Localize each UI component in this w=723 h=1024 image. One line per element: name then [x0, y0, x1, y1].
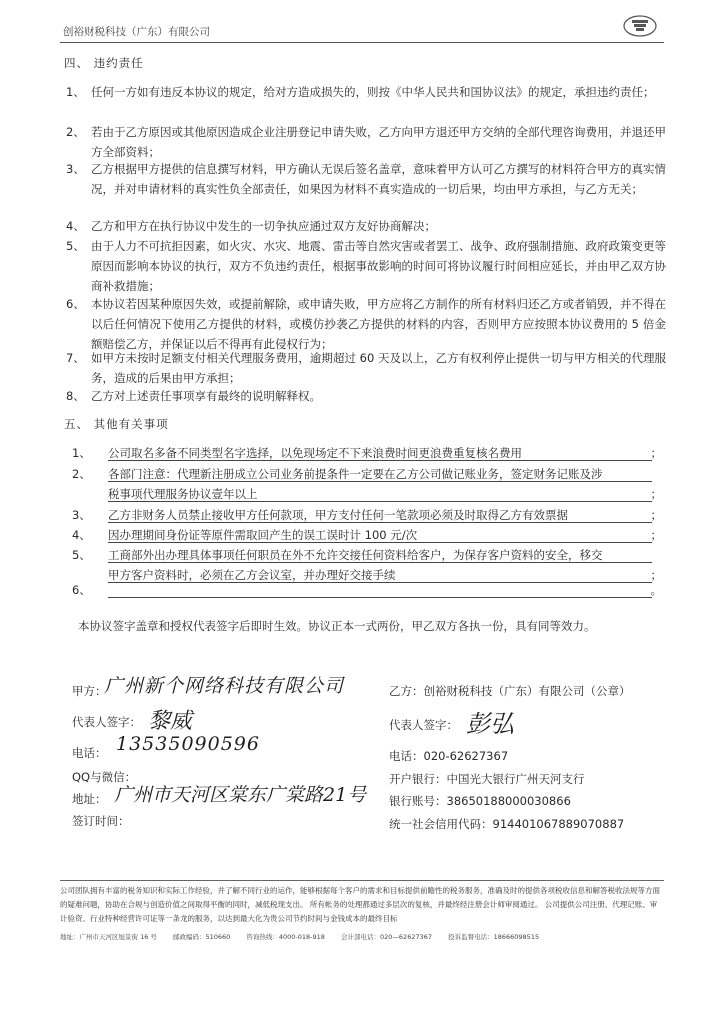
matter-5-6 [72, 580, 662, 600]
clause-number: 6、 [66, 297, 85, 311]
effect-note: 本协议签字盖章和授权代表签字后即时生效。协议正本一式两份，甲乙双方各执一份，具有同等效力。 [78, 619, 596, 633]
matter-5-3 [72, 505, 662, 525]
clause-text: 乙方和甲方在执行协议中发生的一切争执应通过双方友好协商解决； [91, 219, 436, 233]
party-a-address-label: 地址： [72, 792, 107, 806]
clause-text: 若由于乙方原因或其他原因造成企业注册登记申请失败，乙方向甲方退还甲方交纳的全部代理咨询费用，并退还甲方全部资料； [91, 125, 666, 159]
matter-number: 4、 [72, 528, 91, 542]
party-b-credit-code: 统一社会信用代码：914401067889070887 [389, 817, 625, 831]
party-a-rep-signature: 黎威 [148, 709, 193, 734]
matter-text-line2: 甲方客户资料时，必须在乙方会议室，并办理好交接手续 [108, 568, 396, 582]
matter-number: 3、 [72, 508, 91, 522]
clause-4-5 [66, 236, 666, 296]
party-b-bank: 开户银行：中国光大银行广州天河支行 [389, 772, 585, 786]
clause-number: 8、 [66, 389, 85, 403]
matter-text: 各部门注意：代理新注册成立公司业务前提条件一定要在乙方公司做记账业务，签定财务记账及涉 [108, 467, 603, 481]
footer-postcode: 邮政编码：510660 [172, 933, 231, 941]
party-a-phone: 13535090596 [116, 733, 260, 755]
party-a-phone-label: 电话： [72, 746, 107, 760]
company-logo-icon [622, 14, 658, 38]
matter-text: 工商部外出办理具体事项任何职员在外不允许交接任何资料给客户，为保存客户资料的安全，移交 [108, 548, 603, 562]
party-a-address: 广州市天河区棠东广棠路21号 [114, 784, 367, 806]
clause-4-4 [66, 216, 666, 236]
matter-end: ； [650, 568, 662, 582]
matter-5-1 [72, 443, 662, 463]
footer-company-intro: 公司团队拥有丰富的税务知识和实际工作经验，并了解不同行业的运作，能够根据每个客户的需求和目标提供前瞻性的税务服务，准确及时的提供各项税收信息和解答税收法规等方面的疑难问题，协助在合规与创造价值之间取得平衡的同时，减低税现支出。 所有帐务的处理都通过多层次的复核，并最终经注册会计师审阅通过。 公司提供公司注册、代理记账、审计验资、行业特种经营许可证等一条龙的服务，以达到最大化为贵公司节约时间与金钱成本的最终目标 [60, 886, 660, 923]
clause-4-8 [66, 386, 666, 406]
clause-number: 3、 [66, 162, 85, 176]
matter-text-line2: 税事项代理服务协议壹年以上 [108, 487, 258, 501]
clause-4-6 [66, 294, 666, 354]
clause-text: 乙方根据甲方提供的信息撰写材料，甲方确认无误后签名盖章，意味着甲方认可乙方撰写的材料符合甲方的真实情况，并对申请材料的真实性负全部责任，如果因为材料不真实造成的一切后果，均由甲方承担，与乙方无关； [91, 162, 666, 196]
matter-end: ； [650, 508, 662, 522]
clause-4-2 [66, 122, 666, 162]
underline [108, 542, 652, 543]
clause-text: 任何一方如有违反本协议的规定，给对方造成损失的，则按《中华人民共和国协议法》的规定，承担违约责任； [91, 85, 655, 99]
party-a-label: 甲方： [72, 684, 107, 698]
header-company-name: 创裕财税科技（广东）有限公司 [63, 26, 210, 38]
underline [108, 481, 652, 482]
clause-4-3 [66, 159, 666, 219]
matter-5-2 [72, 464, 662, 504]
matter-number: 1、 [72, 446, 91, 460]
clause-text: 本协议若因某种原因失效，或提前解除，或申请失败，甲方应将乙方制作的所有材料归还乙方或者销毁，并不得在以后任何情况下使用乙方提供的材料，或模仿抄袭乙方提供的材料的内容，否则甲方应按照本协议费用的 5 倍金额赔偿乙方，并保证以后不得再有此侵权行为； [91, 297, 666, 351]
party-a-rep-label: 代表人签字： [72, 715, 141, 729]
party-b-rep-label: 代表人签字： [389, 718, 458, 732]
section-5-title: 五、 其他有关事项 [64, 417, 169, 431]
underline [108, 501, 652, 502]
clause-number: 7、 [66, 351, 85, 365]
party-a-date-label: 签订时间： [72, 814, 130, 828]
footer-contact-line [60, 932, 553, 941]
matter-end: ； [650, 528, 662, 542]
footer-address: 地址：广州市天河区旭景街 16 号 [60, 933, 157, 941]
clause-number: 4、 [66, 219, 85, 233]
underline [108, 522, 652, 523]
party-a-qq-label: QQ与微信： [72, 770, 137, 784]
header-divider [60, 42, 664, 43]
clause-number: 5、 [66, 239, 85, 253]
footer-accounting-phone: 会计部电话：020—62627367 [341, 933, 433, 941]
matter-end: ； [650, 446, 662, 460]
matter-5-5 [72, 545, 662, 585]
party-b-phone: 电话：020-62627367 [389, 749, 509, 763]
party-a-handwritten-name: 广州新个网络科技有限公司 [104, 675, 345, 697]
clause-text: 乙方对上述责任事项享有最终的说明解释权。 [91, 389, 321, 403]
underline [108, 460, 652, 461]
clause-number: 2、 [66, 125, 85, 139]
clause-number: 1、 [66, 85, 85, 99]
matter-5-4 [72, 525, 662, 545]
matter-text: 公司取名多备不同类型名字选择，以免现场定不下来浪费时间更浪费重复核名费用 [108, 446, 522, 460]
party-b-name: 乙方：创裕财税科技（广东）有限公司（公章） [389, 684, 631, 698]
party-b-account: 银行账号：38650188000030866 [389, 794, 571, 808]
matter-text: 因办理期间身份证等原件需取回产生的误工误时计 100 元/次 [108, 528, 418, 542]
matter-number: 6、 [72, 583, 91, 597]
clause-4-7 [66, 348, 666, 388]
matter-end: ； [650, 487, 662, 501]
section-4-title: 四、 违约责任 [64, 56, 144, 70]
underline [108, 597, 652, 598]
party-b-rep-signature: 彭弘 [466, 710, 514, 738]
matter-number: 5、 [72, 548, 91, 562]
matter-number: 2、 [72, 467, 91, 481]
underline [108, 562, 652, 563]
clause-text: 如甲方未按时足额支付相关代理服务费用，逾期超过 60 天及以上，乙方有权利停止提供一切与甲方相关的代理服务，造成的后果由甲方承担； [91, 351, 666, 385]
footer-complaint-phone: 投诉监督电话：18666098515 [448, 933, 540, 941]
clause-text: 由于人力不可抗拒因素，如火灾、水灾、地震、雷击等自然灾害或者罢工、战争、政府强制措施、政府政策变更等原因而影响本协议的执行，双方不负违约责任，根据事故影响的时间可将协议履行时间相应延长，并由甲乙双方协商补救措施； [91, 239, 666, 293]
matter-text: 乙方非财务人员禁止接收甲方任何款项，甲方支付任何一笔款项必须及时取得乙方有效票据 [108, 508, 568, 522]
footer-hotline: 咨询热线：4000-018-918 [246, 933, 325, 941]
footer-divider [60, 880, 664, 881]
clause-4-1 [66, 82, 666, 122]
matter-end: 。 [650, 583, 662, 597]
